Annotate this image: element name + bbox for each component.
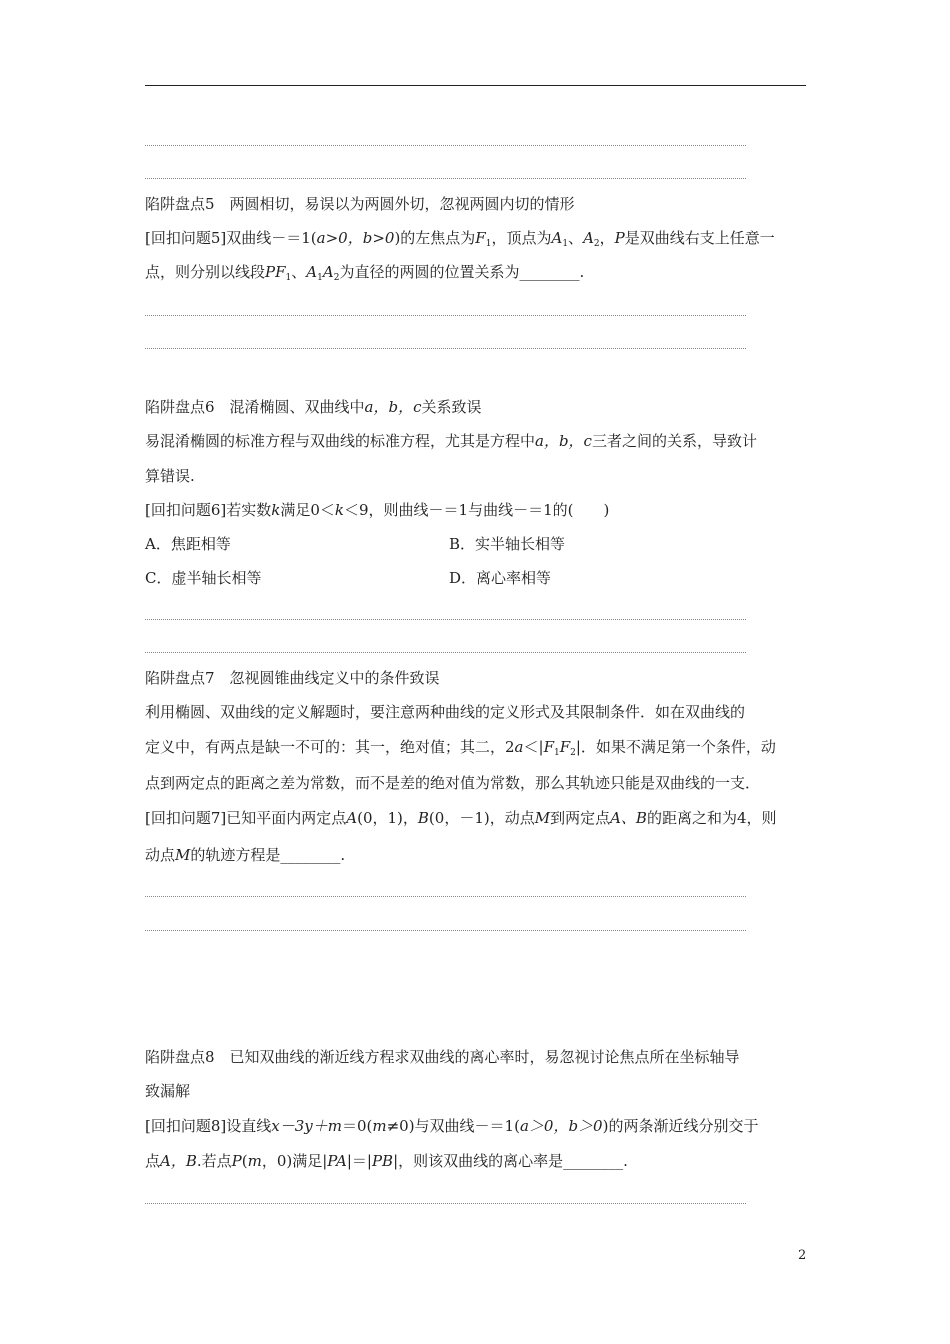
header-rule xyxy=(145,85,806,86)
sec6-body-line2: 算错误. xyxy=(145,467,195,485)
answer-line xyxy=(145,1203,746,1204)
answer-line xyxy=(145,315,746,316)
option-d: D．离心率相等 xyxy=(449,569,552,587)
answer-line xyxy=(145,145,746,146)
option-a: A．焦距相等 xyxy=(145,535,231,553)
answer-line xyxy=(145,652,746,653)
sec8-title-line1: 陷阱盘点8 已知双曲线的渐近线方程求双曲线的离心率时，易忽视讨论焦点所在坐标轴导 xyxy=(145,1048,740,1066)
answer-line xyxy=(145,896,746,897)
sec7-body-line3: 点到两定点的距离之差为常数，而不是差的绝对值为常数，那么其轨迹只能是双曲线的一支． xyxy=(145,774,761,792)
sec5-question-line2: 点，则分别以线段$PF_1$、$A_1A_2$为直径的两圆的位置关系为________. xyxy=(145,263,585,283)
sec6-body-line1: 易混淆椭圆的标准方程与双曲线的标准方程，尤其是方程中a，b，c三者之间的关系，导致计 xyxy=(145,432,757,450)
sec8-title-line2: 致漏解 xyxy=(145,1082,191,1100)
sec6-options-row2 xyxy=(145,568,815,588)
sec8-question-line1: [回扣问题8]设直线x－3y＋m＝0(m≠0)与双曲线－＝1(a＞0，b＞0)的两条渐近线分别交于 xyxy=(145,1117,759,1135)
answer-line xyxy=(145,619,746,620)
option-c: C．虚半轴长相等 xyxy=(145,569,262,587)
sec7-question-line1: [回扣问题7]已知平面内两定点A(0，1)，B(0，－1)，动点M到两定点A、B的距离之和为4，则 xyxy=(145,809,777,827)
sec6-title: 陷阱盘点6 混淆椭圆、双曲线中a，b，c关系致误 xyxy=(145,398,482,416)
sec7-body-line2: 定义中，有两点是缺一不可的：其一，绝对值；其二，$2a<|F_1F_2|$．如果不满足第一个条件，动 xyxy=(145,738,776,758)
sec7-question-line2: 动点M的轨迹方程是________. xyxy=(145,846,346,864)
sec7-body-line1: 利用椭圆、双曲线的定义解题时，要注意两种曲线的定义形式及其限制条件．如在双曲线的 xyxy=(145,703,746,721)
sec8-question-line2: 点A，B.若点P(m，0)满足|PA|＝|PB|，则该双曲线的离心率是________. xyxy=(145,1152,628,1170)
page-number: 2 xyxy=(798,1248,807,1263)
option-b: B．实半轴长相等 xyxy=(449,535,566,553)
sec6-options-row1 xyxy=(145,534,815,554)
sec5-question-line1: [回扣问题5]双曲线－＝1(a>0，b>0)的左焦点为$F_1$，顶点为$A_1$、$A_2$，P是双曲线右支上任意一 xyxy=(145,229,775,249)
sec6-question: [回扣问题6]若实数k满足0＜k＜9，则曲线－＝1与曲线－＝1的( ) xyxy=(145,501,610,519)
answer-line xyxy=(145,178,746,179)
sec5-title: 陷阱盘点5 两圆相切，易误以为两圆外切，忽视两圆内切的情形 xyxy=(145,195,575,213)
answer-line xyxy=(145,348,746,349)
sec7-title: 陷阱盘点7 忽视圆锥曲线定义中的条件致误 xyxy=(145,669,440,687)
answer-line xyxy=(145,930,746,931)
